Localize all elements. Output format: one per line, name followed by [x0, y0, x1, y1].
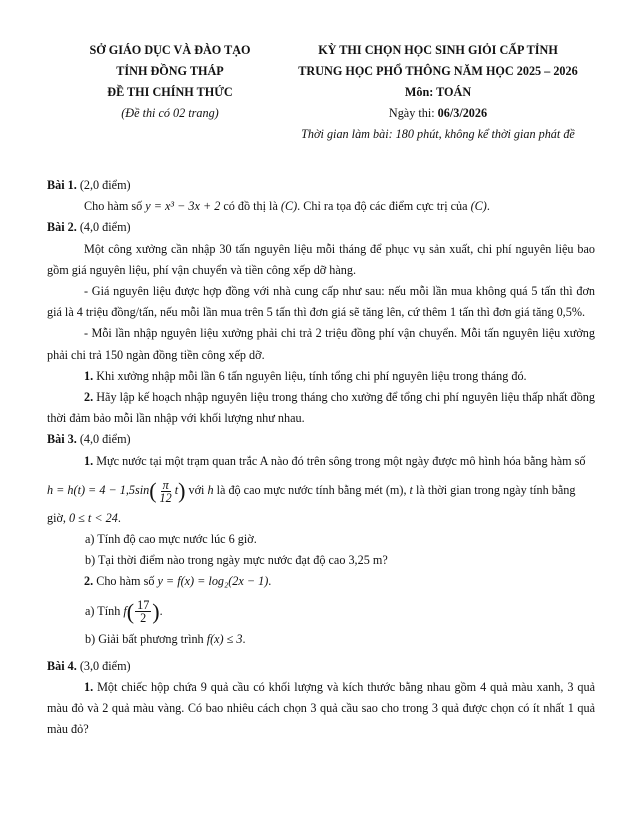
formula-text-a: với — [185, 482, 208, 497]
problem-1-text-c: . Chỉ ra tọa độ các điểm cực trị của — [297, 199, 471, 214]
problem-2-price-rule: - Giá nguyên liệu được hợp đồng với nhà cung cấp như sau: nếu mỗi lần mua không quá 5 tấn thì đơn giá là 4 triệu đồng/tấn, nếu mỗi lần mua trên 5 tấn thì đơn giá sẽ tăng lên, cứ thêm 1 tấn thì đơn giá tăng 0,5%. — [47, 284, 595, 320]
official-exam-label: ĐỀ THI CHÍNH THỨC — [107, 85, 233, 99]
formula-text-c: là thời gian trong ngày tính bằng — [412, 482, 576, 497]
exam-date: 06/3/2026 — [437, 106, 488, 120]
q2a-end: . — [159, 603, 163, 618]
problem-4-q1-text: Một chiếc hộp chứa 9 quả cầu có khối lượng và kích thước bằng nhau gồm 4 quả màu xanh, 3 quả màu đỏ và 2 quả màu vàng. Có bao nhiêu cách chọn 3 quả cầu sao cho trong 3 quả được chọn có ít nhất 1 quả màu đỏ? — [47, 680, 595, 737]
close-paren: ) — [178, 478, 186, 504]
problem-2-q1-text: Khi xưởng nhập mỗi lần 6 tấn nguyên liệu, tính tổng chi phí nguyên liệu trong tháng đó. — [93, 368, 527, 383]
problem-2-heading — [47, 217, 595, 238]
problem-2-points: (4,0 điểm) — [76, 220, 131, 235]
problem-3-q2b — [47, 629, 595, 650]
time-range: 0 ≤ t < 24 — [69, 510, 118, 525]
inequality: f(x) ≤ 3 — [206, 631, 243, 646]
header-right — [288, 40, 588, 145]
problem-3-q2-number: 2. — [84, 574, 94, 589]
fraction-denominator: 12 — [159, 490, 172, 505]
problem-2-title: Bài 2. — [47, 220, 77, 235]
problem-3-q2-text: Cho hàm số — [93, 574, 158, 589]
pi-over-12-fraction — [158, 479, 174, 504]
problem-3-points: (4,0 điểm) — [76, 432, 131, 447]
problem-2-question-2 — [47, 387, 595, 429]
problem-1-heading — [47, 175, 595, 196]
problem-3-q1a: a) Tính độ cao mực nước lúc 6 giờ. — [85, 532, 257, 547]
problem-1-title: Bài 1. — [47, 178, 77, 192]
problem-3-time-range — [47, 508, 595, 529]
exam-duration: Thời gian làm bài: 180 phút, không kể thời gian phát đề — [301, 127, 575, 141]
problem-4-points: (3,0 điểm) — [76, 658, 131, 673]
q2a-numerator: 17 — [137, 598, 150, 613]
exam-title: KỲ THI CHỌN HỌC SINH GIỎI CẤP TỈNH — [318, 43, 558, 57]
water-level-formula: h = h(t) = 4 − 1,5sin — [47, 482, 150, 497]
formula-variable-t: t — [174, 482, 179, 497]
problem-3-question-1 — [47, 451, 595, 472]
problem-3-q1-text: Mực nước tại một trạm quan trắc A nào đó trên sông trong một ngày được mô hình hóa bằng hàm số — [93, 453, 586, 468]
problem-3-heading — [47, 429, 595, 450]
variable-t: t — [409, 482, 413, 497]
problem-3-q1-number: 1. — [84, 453, 94, 468]
problem-4-title: Bài 4. — [47, 658, 77, 673]
problem-2-shipping-rule: - Mỗi lần nhập nguyên liệu xưởng phải chi trả 2 triệu đồng phí vận chuyển. Mỗi tấn nguyên liệu xưởng phải chi trả 150 ngàn đồng tiền công xếp dỡ. — [47, 326, 595, 362]
problem-2-q1-number: 1. — [84, 368, 94, 383]
problem-2-question-1 — [47, 366, 595, 387]
q2a-text: a) Tính — [85, 603, 124, 618]
seventeen-halves-fraction — [135, 599, 151, 624]
date-line — [288, 103, 588, 124]
time-unit-text: giờ, — [47, 510, 70, 525]
problem-4-question-1 — [47, 677, 595, 741]
problem-3-q1b: b) Tại thời điểm nào trong ngày mực nước đạt độ cao 3,25 m? — [85, 553, 388, 568]
q2a-open-paren: ( — [126, 598, 135, 624]
problem-2-q2-number: 2. — [84, 390, 94, 405]
q2b-end: . — [242, 631, 246, 646]
variable-h: h — [207, 482, 214, 497]
province-name: TỈNH ĐỒNG THÁP — [116, 64, 224, 78]
formula-text-b: là độ cao mực nước tính bằng mét (m), — [213, 482, 410, 497]
exam-content — [47, 175, 595, 741]
time-range-end: . — [117, 510, 121, 525]
page-count-note: (Đề thi có 02 trang) — [121, 106, 219, 120]
q2a-function-name: f — [123, 603, 127, 618]
date-label: Ngày thi: — [388, 106, 438, 120]
problem-1-points: (2,0 điểm) — [76, 178, 131, 192]
log-function: y = f(x) = log₂(2x − 1) — [157, 574, 269, 589]
subject-label: Môn: — [404, 85, 437, 99]
problem-4-q1-number: 1. — [84, 680, 94, 695]
q2b-text: b) Giải bất phương trình — [85, 631, 207, 646]
q2a-close-paren: ) — [152, 598, 160, 624]
subject-value: TOÁN — [436, 85, 472, 99]
problem-3-title: Bài 3. — [47, 432, 77, 447]
problem-1-function: y = x³ − 3x + 2 — [145, 199, 221, 214]
problem-1-text-d: . — [486, 199, 490, 214]
q2a-denominator: 2 — [140, 611, 147, 626]
problem-3-question-2 — [47, 571, 595, 592]
problem-1-graph-ref: (C) — [470, 199, 487, 214]
subject-line — [288, 82, 588, 103]
department-name: SỞ GIÁO DỤC VÀ ĐÀO TẠO — [89, 43, 251, 57]
problem-1-text-b: có đồ thị là — [220, 199, 281, 214]
school-year: TRUNG HỌC PHỔ THÔNG NĂM HỌC 2025 – 2026 — [298, 64, 578, 78]
problem-2-q2-text: Hãy lập kế hoạch nhập nguyên liệu trong tháng cho xưởng để tổng chi phí nguyên liệu thấp nhất đồng thời đảm bảo mỗi lần nhập với khối lượng như nhau. — [47, 390, 595, 426]
problem-1-text-a: Cho hàm số — [84, 199, 146, 214]
open-paren: ( — [149, 478, 157, 504]
problem-2-intro: Một công xưởng cần nhập 30 tấn nguyên liệu mỗi tháng để phục vụ sản xuất, chi phí nguyên liệu bao gồm giá nguyên liệu, phí vận chuyển và tiền công xếp dỡ hàng. — [47, 241, 595, 277]
problem-1-graph: (C) — [280, 199, 298, 214]
problem-4-heading — [47, 656, 595, 677]
problem-1-text — [47, 196, 595, 217]
problem-3-q2a — [47, 593, 595, 629]
problem-3-formula-line — [47, 472, 595, 508]
fraction-numerator: π — [162, 477, 169, 492]
problem-3-q2-end: . — [268, 574, 272, 589]
header-left — [60, 40, 280, 124]
